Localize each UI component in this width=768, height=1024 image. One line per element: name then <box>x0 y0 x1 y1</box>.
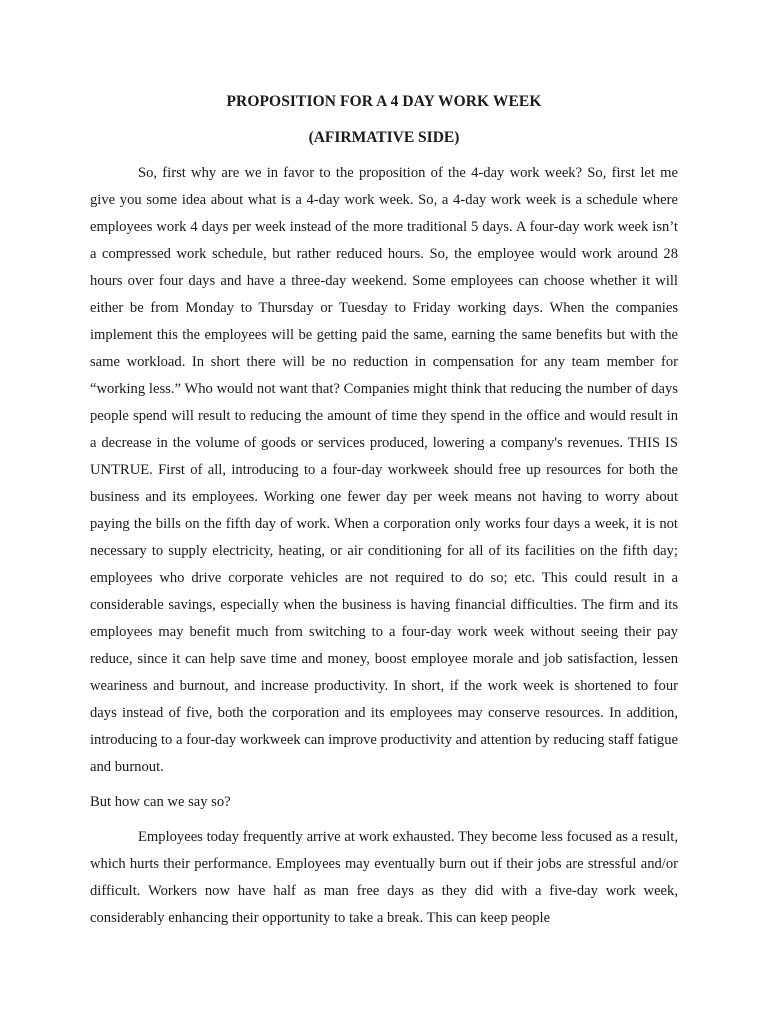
document-body <box>90 92 678 932</box>
paragraph-fatigue: Employees today frequently arrive at work exhausted. They become less focused as a result, which hurts their performance. Employees may eventually burn out if their jobs are stressful and/or difficult. Workers now have half as man free days as they did with a five-day work week, considerably enhancing their opportunity to take a break. This can keep people <box>90 829 678 926</box>
document-title: PROPOSITION FOR A 4 DAY WORK WEEK <box>226 93 542 110</box>
paragraph-intro: So, first why are we in favor to the proposition of the 4-day work week? So, first let me give you some idea about what is a 4-day work week. So, a 4-day work week is a schedule where employees work 4 days per week instead of the more traditional 5 days. A four-day work week isn’t a compressed work schedule, but rather reduced hours. So, the employee would work around 28 hours over four days and have a three-day weekend. Some employees can choose whether it will either be from Monday to Thursday or Tuesday to Friday working days. When the companies implement this the employees will be getting paid the same, earning the same benefits but with the same workload. In short there will be no reduction in compensation for any team member for “working less.” Who would not want that? Companies might think that reducing the number of days people spend will result to reducing the amount of time they spend in the office and would result in a decrease in the volume of goods or services produced, lowering a company's revenues. THIS IS UNTRUE. First of all, introducing to a four-day workweek should free up resources for both the business and its employees. Working one fewer day per week means not having to worry about paying the bills on the fifth day of work. When a corporation only works four days a week, it is not necessary to supply electricity, heating, or air conditioning for all of its facilities on the fifth day; employees who drive corporate vehicles are not required to do so; etc. This could result in a considerable savings, especially when the business is having financial difficulties. The firm and its employees may benefit much from switching to a four-day work week without seeing their pay reduce, since it can help save time and money, boost employee morale and job satisfaction, lessen weariness and burnout, and increase productivity. In short, if the work week is shortened to four days instead of five, both the corporation and its employees may conserve resources. In addition, introducing to a four-day workweek can improve productivity and attention by reducing staff fatigue and burnout. <box>90 165 678 775</box>
document-subtitle: (AFIRMATIVE SIDE) <box>308 129 460 146</box>
paragraph-question: But how can we say so? <box>90 794 231 810</box>
